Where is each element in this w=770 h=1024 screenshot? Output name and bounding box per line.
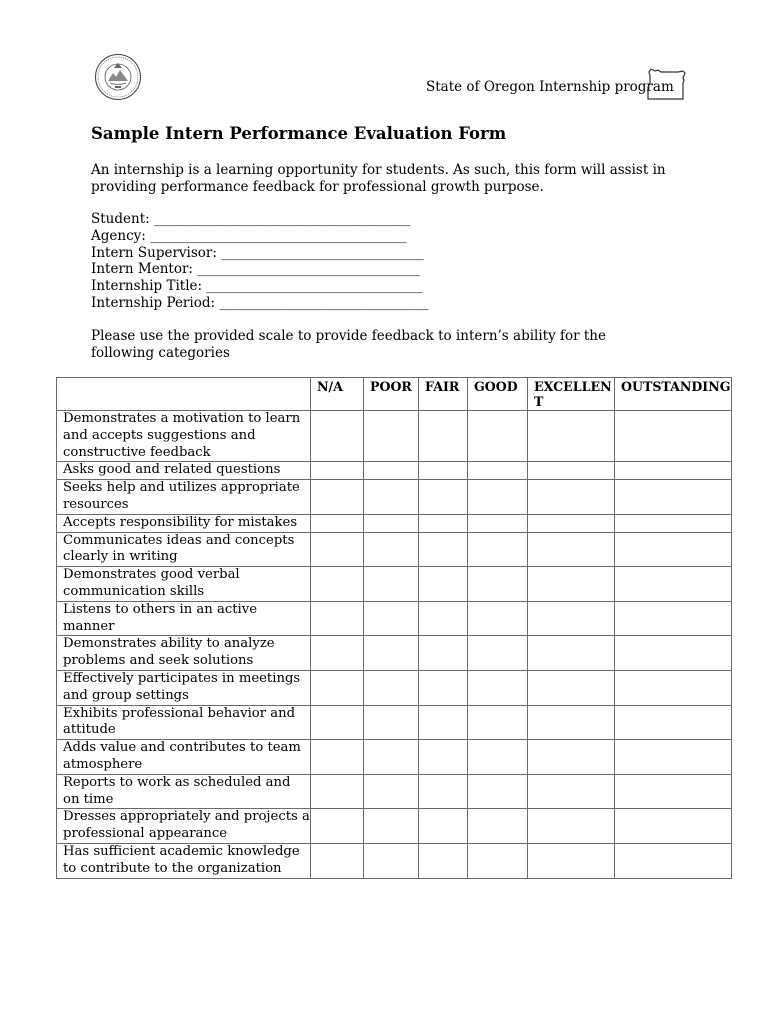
rating-cell-good[interactable] (468, 462, 528, 480)
rating-cell-outstanding[interactable] (615, 740, 732, 775)
rating-cell-excellent[interactable] (528, 705, 615, 740)
rating-cell-outstanding[interactable] (615, 705, 732, 740)
field-line: _______________________________ (219, 294, 429, 311)
table-body (57, 411, 732, 879)
internship-period-field[interactable] (91, 295, 429, 312)
rating-cell-good[interactable] (468, 705, 528, 740)
table-row (57, 636, 732, 671)
info-fields (91, 211, 429, 312)
rating-cell-fair[interactable] (419, 809, 468, 844)
rating-cell-excellent[interactable] (528, 740, 615, 775)
rating-cell-good[interactable] (468, 843, 528, 878)
rating-cell-na[interactable] (311, 740, 364, 775)
rating-cell-good[interactable] (468, 532, 528, 567)
rating-cell-poor[interactable] (364, 532, 419, 567)
table-header-row (57, 378, 732, 411)
rating-cell-outstanding[interactable] (615, 809, 732, 844)
field-label: Internship Title: (91, 278, 203, 295)
rating-cell-na[interactable] (311, 514, 364, 532)
field-label: Student: (91, 211, 150, 227)
rating-cell-fair[interactable] (419, 462, 468, 480)
rating-cell-na[interactable] (311, 705, 364, 740)
field-line: ______________________________________ (153, 211, 411, 227)
rating-cell-good[interactable] (468, 809, 528, 844)
rating-cell-outstanding[interactable] (615, 411, 732, 462)
rating-cell-excellent[interactable] (528, 601, 615, 636)
rating-cell-fair[interactable] (419, 843, 468, 878)
rating-cell-poor[interactable] (364, 670, 419, 705)
field-line: ______________________________________ (150, 227, 407, 244)
rating-cell-excellent[interactable] (528, 774, 615, 809)
student-field[interactable] (91, 211, 429, 228)
rating-cell-excellent[interactable] (528, 514, 615, 532)
criterion-label: Exhibits professional behavior and attitude (57, 705, 311, 740)
rating-cell-na[interactable] (311, 774, 364, 809)
rating-cell-excellent[interactable] (528, 809, 615, 844)
rating-cell-na[interactable] (311, 809, 364, 844)
rating-cell-excellent[interactable] (528, 532, 615, 567)
agency-field[interactable] (91, 228, 429, 245)
intro-paragraph: An internship is a learning opportunity for students. As such, this form will assist in providing performance feedback for professional growth purpose. (91, 162, 666, 195)
criterion-label: Communicates ideas and concepts clearly in writing (57, 532, 311, 567)
rating-cell-excellent[interactable] (528, 670, 615, 705)
rating-cell-poor[interactable] (364, 601, 419, 636)
rating-cell-excellent[interactable] (528, 636, 615, 671)
criterion-label: Adds value and contributes to team atmosphere (57, 740, 311, 775)
rating-cell-outstanding[interactable] (615, 670, 732, 705)
criterion-label: Effectively participates in meetings and group settings (57, 670, 311, 705)
table-row (57, 809, 732, 844)
criterion-label: Listens to others in an active manner (57, 601, 311, 636)
table-row (57, 774, 732, 809)
table-row (57, 411, 732, 462)
rating-cell-excellent[interactable] (528, 843, 615, 878)
criterion-label: Accepts responsibility for mistakes (57, 514, 311, 532)
rating-cell-poor[interactable] (364, 809, 419, 844)
criterion-label: Seeks help and utilizes appropriate resources (57, 480, 311, 515)
rating-cell-excellent[interactable] (528, 480, 615, 515)
rating-cell-outstanding[interactable] (615, 514, 732, 532)
rating-cell-fair[interactable] (419, 514, 468, 532)
rating-cell-poor[interactable] (364, 567, 419, 602)
criterion-label: Demonstrates ability to analyze problems and seek solutions (57, 636, 311, 671)
rating-cell-poor[interactable] (364, 480, 419, 515)
criterion-label: Demonstrates good verbal communication skills (57, 567, 311, 602)
rating-cell-excellent[interactable] (528, 567, 615, 602)
rating-cell-good[interactable] (468, 670, 528, 705)
rating-cell-excellent[interactable] (528, 462, 615, 480)
table-row (57, 601, 732, 636)
rating-cell-na[interactable] (311, 567, 364, 602)
rating-cell-fair[interactable] (419, 480, 468, 515)
rating-cell-good[interactable] (468, 411, 528, 462)
rating-cell-good[interactable] (468, 740, 528, 775)
rating-cell-good[interactable] (468, 514, 528, 532)
rating-cell-poor[interactable] (364, 514, 419, 532)
table-row (57, 705, 732, 740)
internship-title-field[interactable] (91, 278, 429, 295)
rating-cell-outstanding[interactable] (615, 532, 732, 567)
rating-cell-poor[interactable] (364, 843, 419, 878)
rating-cell-outstanding[interactable] (615, 567, 732, 602)
rating-cell-fair[interactable] (419, 670, 468, 705)
rating-cell-poor[interactable] (364, 636, 419, 671)
rating-cell-na[interactable] (311, 670, 364, 705)
rating-cell-poor[interactable] (364, 411, 419, 462)
field-line: ______________________________ (221, 244, 424, 261)
intern-supervisor-field[interactable] (91, 245, 429, 262)
form-title: Sample Intern Performance Evaluation Form (91, 124, 507, 143)
column-header-na: N/A (311, 378, 364, 411)
criterion-label: Has sufficient academic knowledge to contribute to the organization (57, 843, 311, 878)
rating-cell-na[interactable] (311, 480, 364, 515)
state-seal-logo (94, 53, 142, 101)
rating-cell-good[interactable] (468, 480, 528, 515)
table-row (57, 670, 732, 705)
field-label: Internship Period: (91, 294, 216, 311)
rating-cell-good[interactable] (468, 636, 528, 671)
instructions-paragraph: Please use the provided scale to provide feedback to intern’s ability for the following categories (91, 328, 606, 361)
rating-cell-fair[interactable] (419, 774, 468, 809)
criterion-label: Asks good and related questions (57, 462, 311, 480)
rating-cell-fair[interactable] (419, 636, 468, 671)
rating-cell-good[interactable] (468, 567, 528, 602)
rating-cell-fair[interactable] (419, 740, 468, 775)
rating-cell-outstanding[interactable] (615, 462, 732, 480)
field-line: ________________________________ (206, 278, 423, 295)
rating-cell-outstanding[interactable] (615, 480, 732, 515)
column-header-excellent: EXCELLENT (528, 378, 615, 411)
criterion-label: Dresses appropriately and projects a professional appearance (57, 809, 311, 844)
table-row (57, 462, 732, 480)
rating-cell-na[interactable] (311, 843, 364, 878)
criterion-label: Demonstrates a motivation to learn and accepts suggestions and constructive feedback (57, 411, 311, 462)
rating-cell-poor[interactable] (364, 774, 419, 809)
criterion-label: Reports to work as scheduled and on time (57, 774, 311, 809)
column-header-good: GOOD (468, 378, 528, 411)
column-header-poor: POOR (364, 378, 419, 411)
table-row (57, 532, 732, 567)
criteria-header (57, 378, 311, 411)
rating-cell-fair[interactable] (419, 411, 468, 462)
rating-cell-good[interactable] (468, 601, 528, 636)
rating-cell-excellent[interactable] (528, 411, 615, 462)
rating-cell-na[interactable] (311, 462, 364, 480)
rating-cell-poor[interactable] (364, 740, 419, 775)
field-label: Agency: (91, 227, 146, 244)
table-row (57, 843, 732, 878)
oregon-map-icon (646, 67, 688, 101)
rating-cell-outstanding[interactable] (615, 843, 732, 878)
rating-cell-fair[interactable] (419, 532, 468, 567)
rating-cell-outstanding[interactable] (615, 601, 732, 636)
rating-cell-na[interactable] (311, 636, 364, 671)
column-header-outstanding: OUTSTANDING (615, 378, 732, 411)
rating-cell-good[interactable] (468, 774, 528, 809)
rating-cell-outstanding[interactable] (615, 774, 732, 809)
table-row (57, 480, 732, 515)
table-row (57, 567, 732, 602)
rating-cell-poor[interactable] (364, 462, 419, 480)
field-line: _________________________________ (197, 261, 420, 278)
evaluation-table (56, 377, 732, 879)
rating-cell-fair[interactable] (419, 567, 468, 602)
rating-cell-poor[interactable] (364, 705, 419, 740)
field-label: Intern Mentor: (91, 261, 193, 278)
intern-mentor-field[interactable] (91, 261, 429, 278)
table-row (57, 514, 732, 532)
rating-cell-outstanding[interactable] (615, 636, 732, 671)
field-label: Intern Supervisor: (91, 244, 217, 261)
table-row (57, 740, 732, 775)
column-header-fair: FAIR (419, 378, 468, 411)
rating-cell-na[interactable] (311, 532, 364, 567)
program-name: State of Oregon Internship program (426, 79, 674, 95)
rating-cell-fair[interactable] (419, 601, 468, 636)
rating-cell-fair[interactable] (419, 705, 468, 740)
rating-cell-na[interactable] (311, 601, 364, 636)
rating-cell-na[interactable] (311, 411, 364, 462)
